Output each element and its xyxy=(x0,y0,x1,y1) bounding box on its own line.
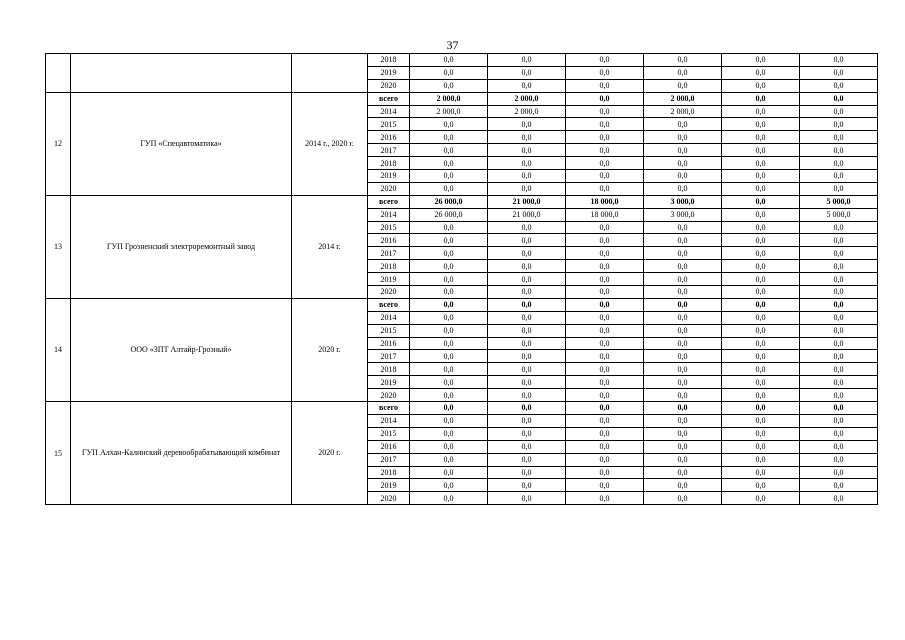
value-cell: 0,0 xyxy=(410,363,488,376)
value-cell: 0,0 xyxy=(566,389,644,402)
value-cell: 0,0 xyxy=(800,298,878,311)
year-cell: 2020 xyxy=(368,286,410,299)
value-cell: 26 000,0 xyxy=(410,195,488,208)
year-cell: 2017 xyxy=(368,144,410,157)
year-cell: всего xyxy=(368,298,410,311)
value-cell: 0,0 xyxy=(800,273,878,286)
year-cell: 2014 xyxy=(368,414,410,427)
value-cell: 0,0 xyxy=(722,376,800,389)
value-cell: 0,0 xyxy=(722,182,800,195)
value-cell: 0,0 xyxy=(644,337,722,350)
value-cell: 0,0 xyxy=(644,350,722,363)
value-cell: 0,0 xyxy=(488,260,566,273)
value-cell: 0,0 xyxy=(800,363,878,376)
entry-number-cell: 13 xyxy=(46,195,71,298)
value-cell: 0,0 xyxy=(488,440,566,453)
table-row xyxy=(46,402,878,415)
value-cell: 0,0 xyxy=(644,492,722,505)
value-cell: 0,0 xyxy=(800,414,878,427)
value-cell: 0,0 xyxy=(566,260,644,273)
value-cell: 3 000,0 xyxy=(644,208,722,221)
value-cell: 0,0 xyxy=(566,286,644,299)
value-cell: 0,0 xyxy=(800,479,878,492)
value-cell: 0,0 xyxy=(722,466,800,479)
value-cell: 0,0 xyxy=(800,79,878,92)
year-cell: всего xyxy=(368,195,410,208)
value-cell: 0,0 xyxy=(800,389,878,402)
value-cell: 0,0 xyxy=(800,234,878,247)
table-row xyxy=(46,92,878,105)
value-cell: 0,0 xyxy=(800,144,878,157)
year-cell: 2016 xyxy=(368,337,410,350)
value-cell: 0,0 xyxy=(488,286,566,299)
value-cell: 0,0 xyxy=(488,466,566,479)
value-cell: 0,0 xyxy=(722,337,800,350)
value-cell: 0,0 xyxy=(566,66,644,79)
value-cell: 0,0 xyxy=(644,66,722,79)
year-cell: 2015 xyxy=(368,118,410,131)
value-cell: 0,0 xyxy=(410,440,488,453)
value-cell: 0,0 xyxy=(488,131,566,144)
value-cell: 0,0 xyxy=(410,131,488,144)
value-cell: 0,0 xyxy=(566,247,644,260)
value-cell: 0,0 xyxy=(800,427,878,440)
entry-period-cell: 2020 г. xyxy=(292,298,368,401)
value-cell: 0,0 xyxy=(488,54,566,67)
value-cell: 0,0 xyxy=(722,414,800,427)
value-cell: 0,0 xyxy=(644,298,722,311)
value-cell: 0,0 xyxy=(800,221,878,234)
value-cell: 0,0 xyxy=(800,170,878,183)
value-cell: 0,0 xyxy=(722,92,800,105)
value-cell: 0,0 xyxy=(566,414,644,427)
value-cell: 0,0 xyxy=(488,492,566,505)
value-cell: 0,0 xyxy=(644,170,722,183)
entry-number-cell xyxy=(46,54,71,93)
value-cell: 0,0 xyxy=(488,273,566,286)
value-cell: 0,0 xyxy=(410,260,488,273)
value-cell: 0,0 xyxy=(410,286,488,299)
value-cell: 0,0 xyxy=(800,350,878,363)
value-cell: 0,0 xyxy=(722,440,800,453)
entry-period-cell: 2014 г. xyxy=(292,195,368,298)
value-cell: 0,0 xyxy=(644,402,722,415)
year-cell: всего xyxy=(368,92,410,105)
value-cell: 0,0 xyxy=(722,427,800,440)
value-cell: 0,0 xyxy=(722,66,800,79)
value-cell: 0,0 xyxy=(800,260,878,273)
value-cell: 0,0 xyxy=(410,311,488,324)
value-cell: 0,0 xyxy=(488,414,566,427)
value-cell: 0,0 xyxy=(644,182,722,195)
value-cell: 0,0 xyxy=(644,389,722,402)
value-cell: 0,0 xyxy=(410,402,488,415)
value-cell: 0,0 xyxy=(488,427,566,440)
value-cell: 0,0 xyxy=(722,453,800,466)
value-cell: 0,0 xyxy=(488,66,566,79)
value-cell: 0,0 xyxy=(566,182,644,195)
value-cell: 0,0 xyxy=(566,118,644,131)
value-cell: 0,0 xyxy=(488,298,566,311)
value-cell: 0,0 xyxy=(644,311,722,324)
entry-period-cell xyxy=(292,54,368,93)
value-cell: 0,0 xyxy=(410,79,488,92)
value-cell: 0,0 xyxy=(566,54,644,67)
value-cell: 0,0 xyxy=(488,363,566,376)
value-cell: 0,0 xyxy=(722,324,800,337)
value-cell: 0,0 xyxy=(488,479,566,492)
entry-number-cell: 15 xyxy=(46,402,71,505)
value-cell: 0,0 xyxy=(410,221,488,234)
value-cell: 0,0 xyxy=(722,144,800,157)
value-cell: 0,0 xyxy=(722,131,800,144)
value-cell: 0,0 xyxy=(800,182,878,195)
value-cell: 0,0 xyxy=(800,131,878,144)
year-cell: 2019 xyxy=(368,170,410,183)
value-cell: 0,0 xyxy=(800,492,878,505)
value-cell: 0,0 xyxy=(488,79,566,92)
value-cell: 0,0 xyxy=(566,440,644,453)
value-cell: 0,0 xyxy=(410,66,488,79)
value-cell: 2 000,0 xyxy=(488,92,566,105)
year-cell: 2018 xyxy=(368,466,410,479)
value-cell: 0,0 xyxy=(410,54,488,67)
value-cell: 0,0 xyxy=(722,79,800,92)
value-cell: 0,0 xyxy=(800,157,878,170)
value-cell: 0,0 xyxy=(644,479,722,492)
year-cell: всего xyxy=(368,402,410,415)
value-cell: 5 000,0 xyxy=(800,208,878,221)
entry-number-cell: 12 xyxy=(46,92,71,195)
value-cell: 0,0 xyxy=(566,234,644,247)
value-cell: 0,0 xyxy=(410,157,488,170)
value-cell: 0,0 xyxy=(644,453,722,466)
value-cell: 0,0 xyxy=(644,273,722,286)
value-cell: 0,0 xyxy=(410,182,488,195)
value-cell: 0,0 xyxy=(722,479,800,492)
value-cell: 0,0 xyxy=(800,311,878,324)
value-cell: 0,0 xyxy=(410,466,488,479)
value-cell: 0,0 xyxy=(722,260,800,273)
year-cell: 2018 xyxy=(368,54,410,67)
value-cell: 0,0 xyxy=(488,221,566,234)
entry-name-cell: ГУП Грозненский электроремонтный завод xyxy=(71,195,292,298)
value-cell: 0,0 xyxy=(566,453,644,466)
value-cell: 0,0 xyxy=(566,311,644,324)
value-cell: 0,0 xyxy=(800,105,878,118)
value-cell: 0,0 xyxy=(488,376,566,389)
value-cell: 3 000,0 xyxy=(644,195,722,208)
value-cell: 0,0 xyxy=(566,376,644,389)
value-cell: 0,0 xyxy=(722,311,800,324)
value-cell: 0,0 xyxy=(644,54,722,67)
value-cell: 0,0 xyxy=(644,221,722,234)
value-cell: 0,0 xyxy=(800,66,878,79)
value-cell: 0,0 xyxy=(722,247,800,260)
year-cell: 2016 xyxy=(368,234,410,247)
year-cell: 2014 xyxy=(368,105,410,118)
value-cell: 0,0 xyxy=(566,273,644,286)
value-cell: 0,0 xyxy=(644,79,722,92)
value-cell: 0,0 xyxy=(566,92,644,105)
value-cell: 0,0 xyxy=(488,182,566,195)
value-cell: 2 000,0 xyxy=(644,105,722,118)
value-cell: 0,0 xyxy=(644,363,722,376)
table-row xyxy=(46,298,878,311)
value-cell: 0,0 xyxy=(410,350,488,363)
value-cell: 0,0 xyxy=(644,466,722,479)
value-cell: 0,0 xyxy=(566,298,644,311)
value-cell: 0,0 xyxy=(410,453,488,466)
year-cell: 2018 xyxy=(368,363,410,376)
table-row xyxy=(46,54,878,67)
year-cell: 2017 xyxy=(368,453,410,466)
value-cell: 0,0 xyxy=(800,453,878,466)
year-cell: 2018 xyxy=(368,260,410,273)
value-cell: 0,0 xyxy=(410,118,488,131)
value-cell: 0,0 xyxy=(488,118,566,131)
year-cell: 2019 xyxy=(368,273,410,286)
value-cell: 0,0 xyxy=(488,234,566,247)
value-cell: 0,0 xyxy=(644,131,722,144)
year-cell: 2019 xyxy=(368,376,410,389)
value-cell: 2 000,0 xyxy=(410,105,488,118)
value-cell: 0,0 xyxy=(410,414,488,427)
value-cell: 21 000,0 xyxy=(488,208,566,221)
value-cell: 0,0 xyxy=(800,337,878,350)
value-cell: 0,0 xyxy=(488,157,566,170)
year-cell: 2016 xyxy=(368,440,410,453)
value-cell: 0,0 xyxy=(722,286,800,299)
value-cell: 0,0 xyxy=(488,389,566,402)
value-cell: 0,0 xyxy=(566,402,644,415)
value-cell: 0,0 xyxy=(722,298,800,311)
value-cell: 0,0 xyxy=(800,118,878,131)
value-cell: 2 000,0 xyxy=(644,92,722,105)
value-cell: 0,0 xyxy=(566,324,644,337)
value-cell: 0,0 xyxy=(410,479,488,492)
year-cell: 2014 xyxy=(368,208,410,221)
year-cell: 2019 xyxy=(368,66,410,79)
value-cell: 0,0 xyxy=(566,427,644,440)
year-cell: 2017 xyxy=(368,350,410,363)
value-cell: 0,0 xyxy=(566,79,644,92)
value-cell: 0,0 xyxy=(566,144,644,157)
year-cell: 2014 xyxy=(368,311,410,324)
entry-name-cell: ГУП Алхан-Калинский деревообрабатывающий комбинат xyxy=(71,402,292,505)
value-cell: 0,0 xyxy=(488,402,566,415)
value-cell: 0,0 xyxy=(800,376,878,389)
value-cell: 0,0 xyxy=(722,157,800,170)
value-cell: 0,0 xyxy=(722,234,800,247)
investment-table xyxy=(45,53,878,505)
value-cell: 0,0 xyxy=(722,389,800,402)
year-cell: 2016 xyxy=(368,131,410,144)
value-cell: 0,0 xyxy=(488,311,566,324)
value-cell: 0,0 xyxy=(488,337,566,350)
value-cell: 0,0 xyxy=(566,466,644,479)
value-cell: 0,0 xyxy=(722,170,800,183)
value-cell: 0,0 xyxy=(566,170,644,183)
value-cell: 0,0 xyxy=(644,144,722,157)
value-cell: 0,0 xyxy=(410,298,488,311)
value-cell: 0,0 xyxy=(488,170,566,183)
value-cell: 0,0 xyxy=(800,324,878,337)
entry-number-cell: 14 xyxy=(46,298,71,401)
value-cell: 0,0 xyxy=(644,234,722,247)
entry-name-cell xyxy=(71,54,292,93)
value-cell: 0,0 xyxy=(566,492,644,505)
value-cell: 0,0 xyxy=(410,427,488,440)
value-cell: 0,0 xyxy=(566,157,644,170)
year-cell: 2018 xyxy=(368,157,410,170)
value-cell: 0,0 xyxy=(410,324,488,337)
year-cell: 2020 xyxy=(368,182,410,195)
year-cell: 2015 xyxy=(368,427,410,440)
value-cell: 0,0 xyxy=(644,247,722,260)
value-cell: 0,0 xyxy=(722,492,800,505)
value-cell: 0,0 xyxy=(722,208,800,221)
value-cell: 0,0 xyxy=(722,118,800,131)
value-cell: 0,0 xyxy=(410,337,488,350)
year-cell: 2017 xyxy=(368,247,410,260)
value-cell: 0,0 xyxy=(800,286,878,299)
year-cell: 2015 xyxy=(368,221,410,234)
value-cell: 0,0 xyxy=(410,492,488,505)
value-cell: 0,0 xyxy=(800,440,878,453)
value-cell: 18 000,0 xyxy=(566,195,644,208)
value-cell: 0,0 xyxy=(722,54,800,67)
value-cell: 0,0 xyxy=(488,453,566,466)
value-cell: 0,0 xyxy=(488,350,566,363)
value-cell: 0,0 xyxy=(644,376,722,389)
table-body xyxy=(46,54,878,505)
value-cell: 0,0 xyxy=(410,234,488,247)
value-cell: 0,0 xyxy=(722,363,800,376)
entry-period-cell: 2014 г., 2020 г. xyxy=(292,92,368,195)
value-cell: 0,0 xyxy=(410,376,488,389)
value-cell: 5 000,0 xyxy=(800,195,878,208)
value-cell: 0,0 xyxy=(644,324,722,337)
value-cell: 0,0 xyxy=(722,195,800,208)
value-cell: 0,0 xyxy=(722,273,800,286)
value-cell: 0,0 xyxy=(488,144,566,157)
value-cell: 0,0 xyxy=(722,105,800,118)
value-cell: 0,0 xyxy=(800,54,878,67)
value-cell: 0,0 xyxy=(644,286,722,299)
value-cell: 0,0 xyxy=(644,440,722,453)
value-cell: 0,0 xyxy=(566,221,644,234)
value-cell: 0,0 xyxy=(644,427,722,440)
value-cell: 0,0 xyxy=(566,131,644,144)
value-cell: 0,0 xyxy=(566,105,644,118)
value-cell: 0,0 xyxy=(722,221,800,234)
value-cell: 0,0 xyxy=(410,247,488,260)
value-cell: 0,0 xyxy=(722,402,800,415)
value-cell: 18 000,0 xyxy=(566,208,644,221)
value-cell: 21 000,0 xyxy=(488,195,566,208)
value-cell: 0,0 xyxy=(644,118,722,131)
year-cell: 2020 xyxy=(368,389,410,402)
value-cell: 2 000,0 xyxy=(410,92,488,105)
entry-period-cell: 2020 г. xyxy=(292,402,368,505)
value-cell: 0,0 xyxy=(644,414,722,427)
value-cell: 0,0 xyxy=(488,247,566,260)
year-cell: 2015 xyxy=(368,324,410,337)
value-cell: 0,0 xyxy=(566,363,644,376)
value-cell: 0,0 xyxy=(722,350,800,363)
value-cell: 0,0 xyxy=(800,402,878,415)
value-cell: 0,0 xyxy=(800,466,878,479)
value-cell: 0,0 xyxy=(566,337,644,350)
value-cell: 0,0 xyxy=(800,247,878,260)
value-cell: 2 000,0 xyxy=(488,105,566,118)
page-number: 37 xyxy=(446,38,459,52)
value-cell: 0,0 xyxy=(410,273,488,286)
value-cell: 0,0 xyxy=(410,389,488,402)
value-cell: 0,0 xyxy=(566,479,644,492)
value-cell: 0,0 xyxy=(644,260,722,273)
year-cell: 2020 xyxy=(368,79,410,92)
entry-name-cell: ГУП «Спецавтоматика» xyxy=(71,92,292,195)
value-cell: 0,0 xyxy=(800,92,878,105)
value-cell: 26 000,0 xyxy=(410,208,488,221)
value-cell: 0,0 xyxy=(644,157,722,170)
entry-name-cell: ООО «ЗПТ Алтайр-Грозный» xyxy=(71,298,292,401)
year-cell: 2020 xyxy=(368,492,410,505)
value-cell: 0,0 xyxy=(566,350,644,363)
value-cell: 0,0 xyxy=(410,144,488,157)
table-row xyxy=(46,195,878,208)
value-cell: 0,0 xyxy=(410,170,488,183)
year-cell: 2019 xyxy=(368,479,410,492)
value-cell: 0,0 xyxy=(488,324,566,337)
